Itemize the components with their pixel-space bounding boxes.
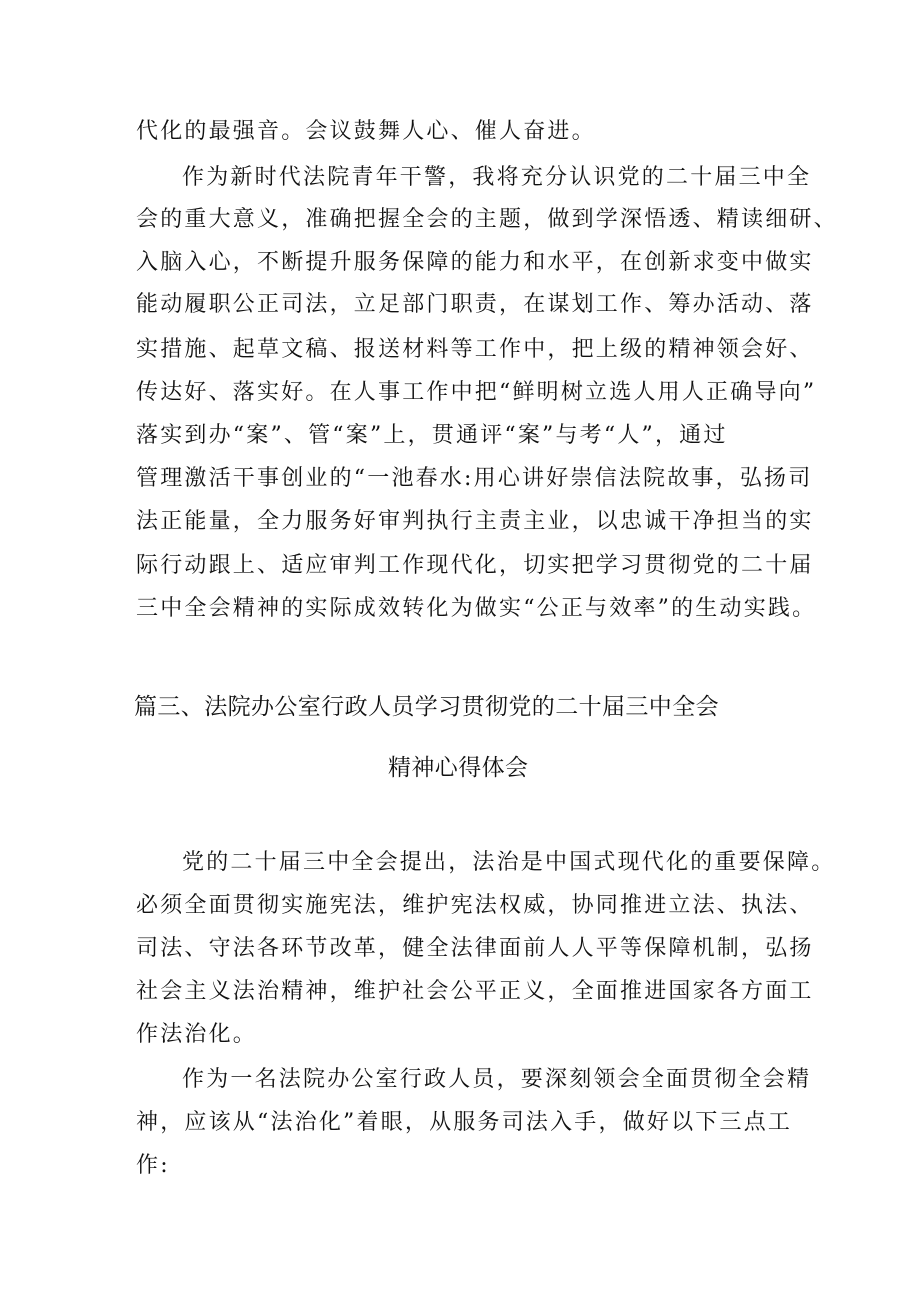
paragraph-line: 管理激活干事创业的“一池春水:用心讲好崇信法院故事，弘扬司 — [136, 466, 813, 491]
paragraph-line: 党的二十届三中全会提出，法治是中国式现代化的重要保障。 — [182, 850, 836, 875]
section-heading: 篇三、法院办公室行政人员学习贯彻党的二十届三中全会 — [134, 694, 719, 720]
paragraph-line: 必须全面贯彻实施宪法，维护宪法权威，协同推进立法、执法、 — [136, 893, 814, 918]
paragraph-line: 落实到办“案”、管“案”上，贯通评“案”与考“人”，通过 — [136, 423, 728, 448]
paragraph-line: 作为新时代法院青年干警，我将充分认识党的二十届三中全 — [182, 165, 812, 190]
paragraph-line: 法正能量，全力服务好审判执行主责主业，以忠诚干净担当的实 — [136, 509, 814, 534]
section-heading-continued: 精神心得体会 — [388, 755, 529, 781]
paragraph-line: 入脑入心，不断提升服务保障的能力和水平，在创新求变中做实 — [136, 250, 814, 275]
paragraph-line: 神，应该从“法治化”着眼，从服务司法入手，做好以下三点工 — [136, 1110, 793, 1135]
paragraph-line: 司法、守法各环节改革，健全法律面前人人平等保障机制，弘扬 — [136, 936, 814, 961]
paragraph-line: 代化的最强音。会议鼓舞人心、催人奋进。 — [136, 119, 596, 144]
paragraph-line: 能动履职公正司法，立足部门职责，在谋划工作、筹办活动、落 — [136, 292, 814, 317]
paragraph-line: 作为一名法院办公室行政人员，要深刻领会全面贯彻全会精 — [182, 1067, 812, 1092]
paragraph-line: 实措施、起草文稿、报送材料等工作中，把上级的精神领会好、 — [136, 337, 814, 362]
paragraph-line: 传达好、落实好。在人事工作中把“鲜明树立选人用人正确导向” — [136, 380, 817, 405]
paragraph-line: 作法治化。 — [136, 1022, 258, 1047]
paragraph-line: 作: — [136, 1153, 170, 1178]
paragraph-line: 会的重大意义，准确把握全会的主题，做到学深悟透、精读细研、 — [136, 207, 838, 232]
paragraph-line: 三中全会精神的实际成效转化为做实“公正与效率”的生动实践。 — [136, 596, 817, 621]
paragraph-line: 社会主义法治精神，维护社会公平正义，全面推进国家各方面工 — [136, 979, 814, 1004]
paragraph-line: 际行动跟上、适应审判工作现代化，切实把学习贯彻党的二十届 — [136, 553, 814, 578]
